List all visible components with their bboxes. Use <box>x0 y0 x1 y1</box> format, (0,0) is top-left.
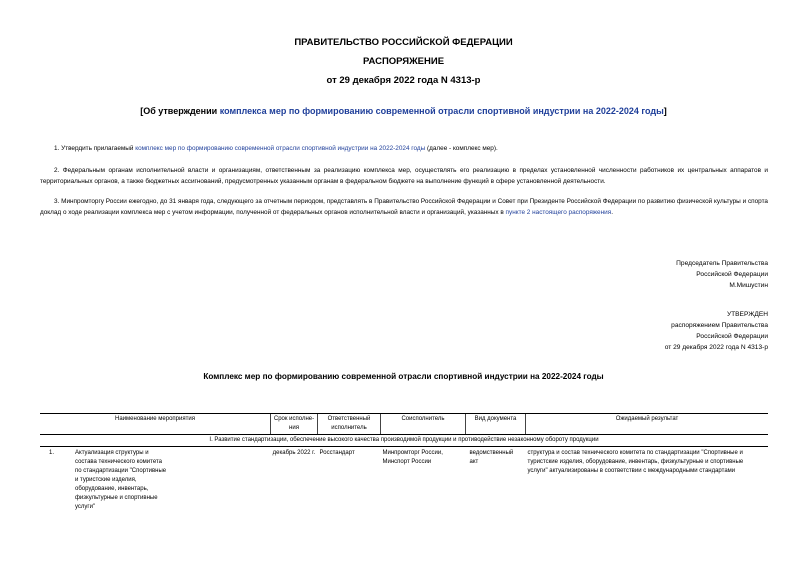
government-name: ПРАВИТЕЛЬСТВО РОССИЙСКОЙ ФЕДЕРАЦИИ <box>294 37 513 48</box>
signature-position: Председатель Правительства <box>676 260 768 267</box>
p1-text-before: 1. Утвердить прилагаемый <box>54 145 136 152</box>
header-doc-kind: Вид документа <box>466 414 526 435</box>
paragraph-2: 2. Федеральным органам исполнительной власти и организациям, ответственным за реализацию комплекса мер, осуществлять его реализацию в пределах установленной численности работников их центральных аппаратов и территориальных органов, а также бюджетных ассигнований, предусмотренных указанным органам в федеральном бюджете на выполнение функций в сфере установленной деятельности. <box>40 167 768 185</box>
title-suffix: ] <box>663 106 667 116</box>
p3-clause-link[interactable]: пункте 2 настоящего распоряжения <box>505 208 612 216</box>
section-row <box>40 435 768 447</box>
header-coexecutors: Соисполнитель <box>381 414 466 435</box>
row-name-cell <box>40 447 271 515</box>
document-type: РАСПОРЯЖЕНИЕ <box>362 56 445 67</box>
header-term: Срок исполнения <box>271 414 318 435</box>
row-name: Актуализация структуры и состава технического комитета по стандартизации "Спортивные и туристские изделия, оборудование, инвентарь, физкультурные и спортивные услуги" <box>75 450 167 510</box>
title-link[interactable]: комплекса мер по формированию современной отрасли спортивной индустрии на 2022-2024 годы <box>219 106 664 116</box>
row-result: структура и состав технического комитета по стандартизации "Спортивные и туристские изделия, оборудование, инвентарь, физкультурные и спортивные услуги" актуализированы в соответствии с международными стандартами <box>527 450 744 474</box>
document-date-number: от 29 декабря 2022 года N 4313-р <box>326 75 481 86</box>
approval-block <box>508 309 768 353</box>
row-number: 1. <box>49 450 55 456</box>
p1-text-after: (далее - комплекс мер). <box>425 145 498 152</box>
measures-table <box>40 413 768 514</box>
table-header-row <box>40 414 768 435</box>
title-prefix: [Об утверждении <box>140 106 220 116</box>
paragraph-3 <box>40 197 768 219</box>
complex-title: Комплекс мер по формированию современной отрасли спортивной индустрии на 2022-2024 годы <box>203 372 604 381</box>
signature-country: Российской Федерации <box>696 271 768 278</box>
row-term: декабрь 2022 г. <box>272 450 316 456</box>
approval-line-2: распоряжением Правительства <box>671 322 768 329</box>
row-doc-kind: ведомственный акт <box>469 450 514 465</box>
p3-text-after: . <box>611 208 613 216</box>
document-title <box>0 106 807 116</box>
p1-complex-link[interactable]: комплекс мер по формированию современной отрасли спортивной индустрии на 2022-2024 годы <box>135 145 426 152</box>
p3-text-before: 3. Минпромторгу России ежегодно, до 31 января года, следующего за отчетным периодом, представлять в Правительство Российской Федерации и Совет при Президенте Российской Федерации по развитию физической культуры и спорта доклад о ходе реализации комплекса мер с учетом информации, полученной от федеральных органов исполнительной власти и организаций, указанных в <box>40 198 768 216</box>
approval-line-3: Российской Федерации <box>696 333 768 340</box>
paragraph-1 <box>40 144 768 155</box>
signature-block <box>508 258 768 291</box>
header-name: Наименование мероприятия <box>40 414 271 435</box>
header-executor: Ответственный исполнитель <box>318 414 381 435</box>
section-title: I. Развитие стандартизации, обеспечение высокого качества производимой продукции и противодействие незаконному обороту продукции <box>40 435 768 447</box>
table-row <box>40 447 768 515</box>
header-result: Ожидаемый результат <box>526 414 769 435</box>
row-coexecutors: Минпромторг России, Минспорт России <box>382 450 443 465</box>
approval-date: от 29 декабря 2022 года N 4313-р <box>664 344 768 351</box>
approval-title: УТВЕРЖДЕН <box>726 311 768 318</box>
signature-name: М.Мишустин <box>729 282 768 289</box>
row-executor: Росстандарт <box>319 450 355 456</box>
